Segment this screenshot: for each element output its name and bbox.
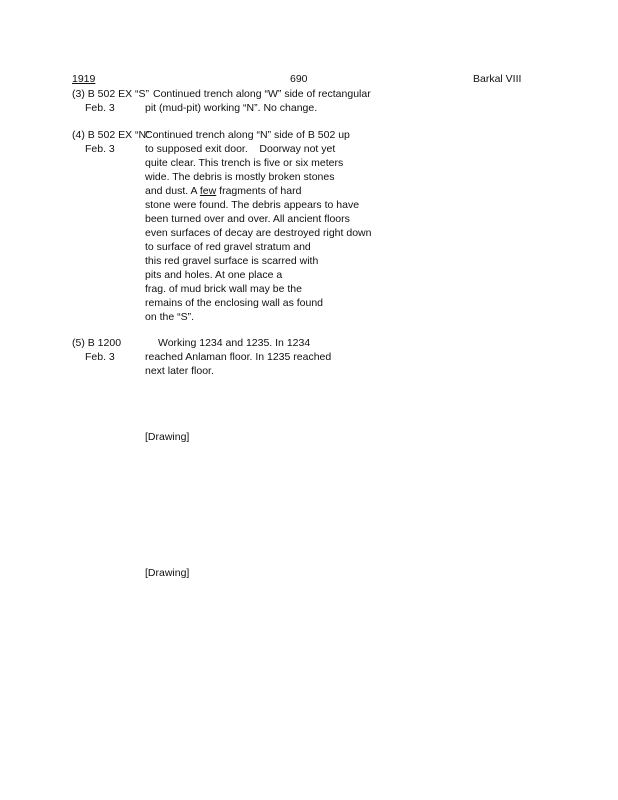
- entry-4-line-7: been turned over and over. All ancient floors: [145, 213, 350, 225]
- entry-4-line-5-start: and dust. A: [145, 185, 200, 197]
- entry-4-line-8: even surfaces of decay are destroyed right down: [145, 227, 372, 239]
- entry-3-line-1: Continued trench along “W” side of rectangular: [153, 88, 371, 100]
- entry-4-date: Feb. 3: [85, 143, 115, 155]
- entry-4-line-14: on the “S”.: [145, 311, 195, 323]
- underlined-word-few: few: [199, 185, 217, 197]
- entry-5-date: Feb. 3: [85, 351, 115, 363]
- entry-3-date: Feb. 3: [85, 102, 115, 114]
- drawing-placeholder-2: [Drawing]: [145, 567, 190, 579]
- volume-label: Barkal VIII: [473, 73, 522, 85]
- entry-4-line-5: [145, 184, 301, 199]
- entry-3-label: (3) B 502 EX “S”: [72, 88, 150, 100]
- entry-5-line-3: next later floor.: [145, 365, 214, 377]
- header-year: 1919: [72, 73, 96, 85]
- entry-4-line-4: wide. The debris is mostly broken stones: [145, 171, 335, 183]
- drawing-placeholder-1: [Drawing]: [145, 431, 190, 443]
- entry-4-label: (4) B 502 EX “N”: [72, 129, 150, 141]
- entry-4-line-2: to supposed exit door. Doorway not yet: [145, 143, 336, 155]
- entry-4-line-13: remains of the enclosing wall as found: [145, 297, 324, 309]
- entry-4-line-9: to surface of red gravel stratum and: [145, 241, 311, 253]
- page-number: 690: [290, 73, 308, 85]
- entry-4-line-1: Continued trench along “N” side of B 502 up: [145, 129, 350, 141]
- entry-4-line-12: frag. of mud brick wall may be the: [145, 283, 302, 295]
- entry-5-line-2: reached Anlaman floor. In 1235 reached: [145, 351, 332, 363]
- entry-4-line-3: quite clear. This trench is five or six meters: [145, 157, 344, 169]
- entry-5-label: (5) B 1200: [72, 337, 122, 349]
- entry-4-line-11: pits and holes. At one place a: [145, 269, 283, 281]
- entry-3-line-2: pit (mud-pit) working “N”. No change.: [145, 102, 318, 114]
- entry-4-line-5-end: fragments of hard: [216, 185, 302, 197]
- entry-4-line-10: this red gravel surface is scarred with: [145, 255, 319, 267]
- entry-4-line-6: stone were found. The debris appears to have: [145, 199, 360, 211]
- entry-5-line-1: Working 1234 and 1235. In 1234: [158, 337, 311, 349]
